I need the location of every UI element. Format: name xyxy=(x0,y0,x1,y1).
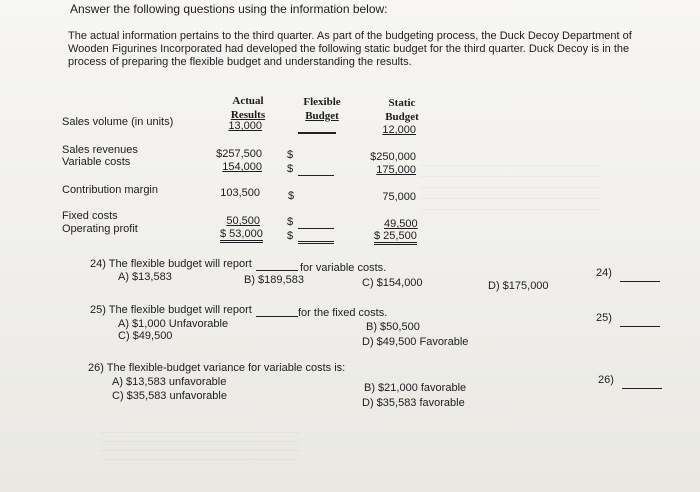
contribution-margin-label: Contribution margin xyxy=(62,184,158,196)
sales-volume-flex-blank[interactable] xyxy=(298,132,336,134)
sales-revenues-flex-dollar: $ xyxy=(287,149,294,161)
q25-answer-number: 25) xyxy=(596,312,612,324)
static-header-line2: Budget xyxy=(385,111,419,123)
operating-profit-label: Operating profit xyxy=(62,223,138,235)
q24-choice-c[interactable]: C) $154,000 xyxy=(362,277,423,289)
q24-answer-blank[interactable] xyxy=(620,281,660,282)
q26-choice-c[interactable]: C) $35,583 unfavorable xyxy=(112,390,227,402)
actual-header-line1: Actual xyxy=(232,95,264,107)
bleed-through-smudge-right xyxy=(420,160,600,220)
contribution-margin-flex-dollar: $ xyxy=(288,190,295,202)
sales-revenues-static: $250,000 xyxy=(370,151,416,163)
q26-choice-d[interactable]: D) $35,583 favorable xyxy=(362,397,465,409)
sales-volume-actual: 13,000 xyxy=(228,120,262,132)
variable-costs-flex-blank[interactable] xyxy=(298,175,334,176)
q24-choice-d[interactable]: D) $175,000 xyxy=(488,280,549,292)
q25-choice-d[interactable]: D) $49,500 Favorable xyxy=(362,336,469,348)
q25-choice-a[interactable]: A) $1,000 Unfavorable xyxy=(118,318,229,330)
contribution-margin-actual: 103,500 xyxy=(220,187,260,199)
actual-header-line2: Results xyxy=(230,109,266,121)
fixed-costs-flex-dollar: $ xyxy=(287,216,294,228)
variable-costs-static: 175,000 xyxy=(376,164,416,176)
operating-profit-actual-value: $ 53,000 xyxy=(220,228,263,243)
q25-choice-c[interactable]: C) $49,500 xyxy=(118,330,173,342)
q25-stem-b: for the fixed costs. xyxy=(298,307,388,319)
flexible-header-line2: Budget xyxy=(305,110,339,122)
sales-revenues-actual: $257,500 xyxy=(216,148,262,160)
operating-profit-flex-blank[interactable] xyxy=(298,241,334,244)
q26-answer-blank[interactable] xyxy=(622,388,662,389)
flexible-header-line1: Flexible xyxy=(303,96,341,108)
variable-costs-flex-dollar: $ xyxy=(287,163,294,175)
q26-choice-b[interactable]: B) $21,000 favorable xyxy=(364,382,467,394)
q26-stem: 26) The flexible-budget variance for variable costs is: xyxy=(88,362,346,374)
operating-profit-static xyxy=(374,230,416,242)
fixed-costs-label: Fixed costs xyxy=(62,210,118,222)
q24-stem-b: for variable costs. xyxy=(300,262,387,274)
q26-choice-a[interactable]: A) $13,583 unfavorable xyxy=(112,376,227,388)
intro-line-1: The actual information pertains to the third quarter. As part of the budgeting process, the Duck Decoy Department of xyxy=(68,30,632,42)
bleed-through-smudge xyxy=(100,432,300,468)
intro-line-2: Wooden Figurines Incorporated had developed the following static budget for the third quarter. Duck Decoy is in the xyxy=(68,43,630,55)
operating-profit-actual xyxy=(220,228,263,240)
static-budget-header xyxy=(372,96,432,124)
instructions-title: Answer the following questions using the information below: xyxy=(70,2,388,16)
operating-profit-static-value: $ 25,500 xyxy=(374,230,417,245)
q24-stem-blank xyxy=(256,270,298,271)
static-header-line1: Static xyxy=(388,97,416,109)
intro-line-3: process of preparing the flexible budget and understanding the results. xyxy=(68,56,412,68)
q25-answer-blank[interactable] xyxy=(620,326,660,327)
sales-volume-static: 12,000 xyxy=(382,124,416,136)
variable-costs-actual: 154,000 xyxy=(222,161,262,173)
fixed-costs-static: 49,500 xyxy=(384,218,418,230)
contribution-margin-static: 75,000 xyxy=(382,191,416,203)
q24-answer-number: 24) xyxy=(596,267,612,279)
variable-costs-label: Variable costs xyxy=(62,156,131,168)
actual-results-header xyxy=(218,94,278,122)
q24-stem-a: 24) The flexible budget will report xyxy=(90,258,252,270)
q25-stem-blank xyxy=(256,316,298,317)
q25-choice-b[interactable]: B) $50,500 xyxy=(366,321,420,333)
fixed-costs-actual: 50,500 xyxy=(226,215,260,227)
q25-stem-a: 25) The flexible budget will report xyxy=(90,304,252,316)
q26-answer-number: 26) xyxy=(598,374,614,386)
sales-volume-label: Sales volume (in units) xyxy=(62,116,174,128)
sales-revenues-label: Sales revenues xyxy=(62,144,138,156)
q24-choice-b[interactable]: B) $189,583 xyxy=(244,274,304,286)
flexible-budget-header xyxy=(292,95,352,123)
fixed-costs-flex-blank[interactable] xyxy=(298,228,334,229)
operating-profit-flex-dollar: $ xyxy=(287,230,294,242)
q24-choice-a[interactable]: A) $13,583 xyxy=(118,271,172,283)
